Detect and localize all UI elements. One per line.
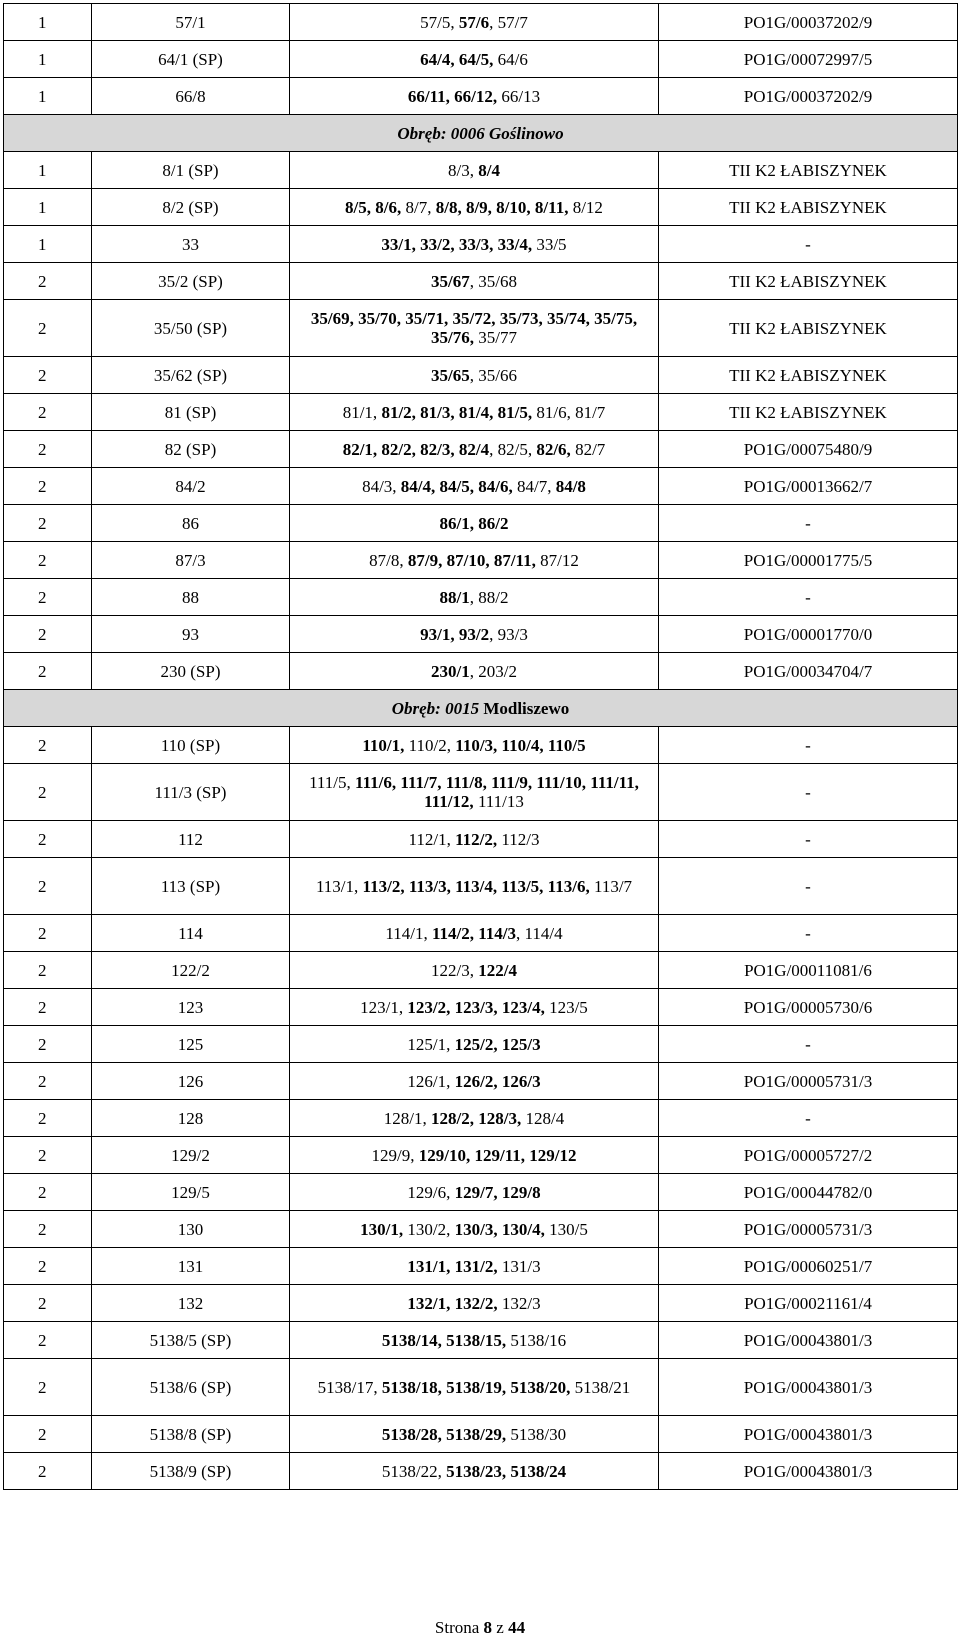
table-row — [4, 1137, 958, 1174]
cell-land-register: - — [659, 1026, 958, 1063]
cell-number: 2 — [4, 1416, 92, 1453]
subparcel-fragment: 110/2, — [404, 735, 456, 755]
subparcel-fragment: 126/2, 126/3 — [454, 1071, 541, 1091]
table-row — [4, 653, 958, 690]
subparcel-fragment: 130/5 — [544, 1219, 588, 1239]
table-row — [4, 1211, 958, 1248]
cell-land-register: TII K2 ŁABISZYNEK — [659, 263, 958, 300]
subparcel-fragment: 111/6, 111/7, 111/8, 111/9, 111/10, 111/11, 111/12, — [355, 773, 639, 811]
cell-number: 2 — [4, 1174, 92, 1211]
subparcel-fragment: 35/67 — [431, 271, 470, 291]
cell-subparcels — [290, 431, 659, 468]
cell-subparcels — [290, 579, 659, 616]
cell-parcel: 123 — [92, 989, 290, 1026]
cell-subparcels — [290, 858, 659, 915]
cell-parcel: 35/50 (SP) — [92, 300, 290, 357]
cell-subparcels — [290, 152, 659, 189]
cell-parcel: 131 — [92, 1248, 290, 1285]
cell-land-register: - — [659, 764, 958, 821]
subparcel-fragment: 112/1, — [408, 829, 456, 849]
cell-subparcels — [290, 394, 659, 431]
cell-subparcels — [290, 1359, 659, 1416]
table-row — [4, 1174, 958, 1211]
section-header-row — [4, 115, 958, 152]
section-prefix: Obręb: 0006 — [397, 123, 485, 143]
footer-separator: z — [496, 1618, 504, 1637]
subparcel-fragment: 35/77 — [474, 328, 517, 347]
cell-number: 2 — [4, 1026, 92, 1063]
table-row — [4, 616, 958, 653]
subparcel-fragment: 112/2, — [455, 829, 498, 849]
subparcel-fragment: 82/6, — [536, 439, 571, 459]
subparcel-fragment: 110/3, 110/4, 110/5 — [455, 735, 586, 755]
cell-parcel: 125 — [92, 1026, 290, 1063]
cell-number: 1 — [4, 226, 92, 263]
subparcel-fragment: 112/3 — [497, 829, 540, 849]
table-row — [4, 41, 958, 78]
cell-land-register: PO1G/00005730/6 — [659, 989, 958, 1026]
cell-number: 2 — [4, 1453, 92, 1490]
cell-parcel: 5138/8 (SP) — [92, 1416, 290, 1453]
cell-parcel: 33 — [92, 226, 290, 263]
cell-number: 2 — [4, 431, 92, 468]
subparcel-fragment: 57/6 — [458, 12, 490, 32]
subparcel-fragment: 230/1 — [431, 661, 470, 681]
cell-parcel: 81 (SP) — [92, 394, 290, 431]
subparcel-fragment: 81/6, 81/7 — [532, 402, 606, 422]
subparcel-fragment: 87/8, — [369, 550, 408, 570]
subparcel-fragment: 81/2, 81/3, 81/4, 81/5, — [381, 402, 533, 422]
subparcel-fragment: 123/5 — [544, 997, 588, 1017]
subparcel-fragment: 128/2, 128/3, — [431, 1108, 522, 1128]
cell-subparcels — [290, 357, 659, 394]
cell-land-register: PO1G/00043801/3 — [659, 1322, 958, 1359]
cell-land-register: PO1G/00043801/3 — [659, 1359, 958, 1416]
subparcel-fragment: 8/8, 8/9, 8/10, 8/11, — [435, 197, 569, 217]
subparcel-fragment: , 35/68 — [469, 271, 517, 291]
subparcel-fragment: , 93/3 — [489, 624, 528, 644]
cell-subparcels — [290, 505, 659, 542]
subparcel-fragment: 131/1, 131/2, — [407, 1256, 498, 1276]
cell-land-register: - — [659, 1100, 958, 1137]
cell-parcel: 129/2 — [92, 1137, 290, 1174]
cell-land-register: PO1G/00005727/2 — [659, 1137, 958, 1174]
subparcel-fragment: 111/5, — [309, 773, 356, 792]
table-row — [4, 1359, 958, 1416]
subparcel-fragment: 84/8 — [555, 476, 586, 496]
subparcel-fragment: 130/2, — [403, 1219, 455, 1239]
cell-parcel: 113 (SP) — [92, 858, 290, 915]
subparcel-fragment: 5138/30 — [506, 1424, 567, 1444]
subparcel-fragment: 93/1, 93/2 — [420, 624, 490, 644]
table-row — [4, 468, 958, 505]
cell-subparcels — [290, 821, 659, 858]
table-row — [4, 727, 958, 764]
cell-parcel: 66/8 — [92, 78, 290, 115]
cell-parcel: 57/1 — [92, 4, 290, 41]
cell-number: 2 — [4, 1285, 92, 1322]
cell-number: 2 — [4, 1137, 92, 1174]
subparcel-fragment: 82/1, 82/2, 82/3, 82/4 — [342, 439, 490, 459]
cell-land-register: PO1G/00037202/9 — [659, 78, 958, 115]
cell-land-register: TII K2 ŁABISZYNEK — [659, 152, 958, 189]
cell-parcel: 35/2 (SP) — [92, 263, 290, 300]
subparcel-fragment: 125/2, 125/3 — [454, 1034, 541, 1054]
subparcel-fragment: 5138/23, 5138/24 — [446, 1461, 567, 1481]
cell-land-register: TII K2 ŁABISZYNEK — [659, 394, 958, 431]
cell-subparcels — [290, 1322, 659, 1359]
cell-subparcels — [290, 989, 659, 1026]
section-prefix: Obręb: 0015 — [391, 698, 480, 718]
page-footer — [0, 1618, 960, 1638]
subparcel-fragment: 88/1 — [439, 587, 470, 607]
table-row — [4, 357, 958, 394]
cell-number: 1 — [4, 78, 92, 115]
cell-land-register: PO1G/00037202/9 — [659, 4, 958, 41]
subparcel-fragment: 128/1, — [383, 1108, 432, 1128]
subparcel-fragment: 87/9, 87/10, 87/11, — [407, 550, 536, 570]
cell-parcel: 110 (SP) — [92, 727, 290, 764]
subparcel-fragment: 113/1, — [315, 876, 363, 896]
cell-number: 2 — [4, 468, 92, 505]
table-row — [4, 263, 958, 300]
cell-number: 2 — [4, 1322, 92, 1359]
parcel-table — [3, 3, 958, 1490]
table-row — [4, 915, 958, 952]
subparcel-fragment: 111/13 — [473, 792, 524, 811]
cell-number: 2 — [4, 858, 92, 915]
cell-parcel: 122/2 — [92, 952, 290, 989]
cell-land-register: PO1G/00043801/3 — [659, 1416, 958, 1453]
subparcel-fragment: 64/6 — [493, 49, 528, 69]
subparcel-fragment: 57/5, — [420, 12, 459, 32]
subparcel-fragment: 81/1, — [342, 402, 382, 422]
cell-number: 2 — [4, 394, 92, 431]
cell-parcel: 87/3 — [92, 542, 290, 579]
subparcel-fragment: 129/7, 129/8 — [454, 1182, 541, 1202]
subparcel-fragment: 125/1, — [407, 1034, 455, 1054]
cell-number: 1 — [4, 41, 92, 78]
cell-parcel: 132 — [92, 1285, 290, 1322]
cell-land-register: - — [659, 226, 958, 263]
cell-parcel: 8/2 (SP) — [92, 189, 290, 226]
cell-number: 2 — [4, 764, 92, 821]
cell-subparcels — [290, 1063, 659, 1100]
subparcel-fragment: 129/10, 129/11, 129/12 — [418, 1145, 577, 1165]
subparcel-fragment: 5138/16 — [506, 1330, 567, 1350]
subparcel-fragment: 66/13 — [497, 86, 541, 106]
subparcel-fragment: 87/12 — [535, 550, 579, 570]
subparcel-fragment: 5138/21 — [570, 1377, 631, 1397]
cell-parcel: 130 — [92, 1211, 290, 1248]
subparcel-fragment: 66/11, 66/12, — [407, 86, 498, 106]
cell-subparcels — [290, 1137, 659, 1174]
cell-parcel: 114 — [92, 915, 290, 952]
cell-parcel: 35/62 (SP) — [92, 357, 290, 394]
cell-land-register: PO1G/00060251/7 — [659, 1248, 958, 1285]
cell-parcel: 5138/5 (SP) — [92, 1322, 290, 1359]
subparcel-fragment: 122/3, — [431, 960, 479, 980]
table-row — [4, 226, 958, 263]
subparcel-fragment: 64/4, 64/5, — [420, 49, 494, 69]
subparcel-fragment: 33/5 — [532, 234, 567, 254]
subparcel-fragment: 114/2, 114/3 — [431, 923, 517, 943]
subparcel-fragment: 132/1, 132/2, — [407, 1293, 498, 1313]
subparcel-fragment: 5138/18, 5138/19, 5138/20, — [381, 1377, 571, 1397]
subparcel-fragment: 131/3 — [497, 1256, 541, 1276]
cell-number: 2 — [4, 1063, 92, 1100]
table-row — [4, 1248, 958, 1285]
table-row — [4, 78, 958, 115]
cell-parcel: 5138/6 (SP) — [92, 1359, 290, 1416]
footer-label: Strona — [434, 1618, 480, 1637]
cell-parcel: 88 — [92, 579, 290, 616]
subparcel-fragment: 5138/22, — [381, 1461, 447, 1481]
cell-parcel: 128 — [92, 1100, 290, 1137]
subparcel-fragment: 33/1, 33/2, 33/3, 33/4, — [381, 234, 533, 254]
table-row — [4, 1100, 958, 1137]
cell-land-register: TII K2 ŁABISZYNEK — [659, 357, 958, 394]
subparcel-fragment: , 114/4 — [516, 923, 563, 943]
cell-subparcels — [290, 1026, 659, 1063]
cell-land-register: TII K2 ŁABISZYNEK — [659, 300, 958, 357]
cell-land-register: PO1G/00001775/5 — [659, 542, 958, 579]
subparcel-fragment: 110/1, — [362, 735, 405, 755]
section-name: Modliszewo — [483, 698, 570, 718]
table-row — [4, 1322, 958, 1359]
table-row — [4, 1063, 958, 1100]
cell-number: 2 — [4, 1100, 92, 1137]
table-row — [4, 1416, 958, 1453]
cell-land-register: PO1G/00034704/7 — [659, 653, 958, 690]
section-header — [4, 115, 958, 152]
subparcel-fragment: , 203/2 — [469, 661, 517, 681]
cell-subparcels — [290, 1453, 659, 1490]
cell-number: 2 — [4, 616, 92, 653]
cell-subparcels — [290, 952, 659, 989]
subparcel-fragment: 123/1, — [360, 997, 408, 1017]
cell-land-register: PO1G/00021161/4 — [659, 1285, 958, 1322]
cell-land-register: - — [659, 505, 958, 542]
table-row — [4, 300, 958, 357]
cell-parcel: 5138/9 (SP) — [92, 1453, 290, 1490]
subparcel-fragment: 113/2, 113/3, 113/4, 113/5, 113/6, — [362, 876, 590, 896]
cell-subparcels — [290, 41, 659, 78]
cell-land-register: - — [659, 579, 958, 616]
footer-page-total: 44 — [508, 1618, 526, 1637]
cell-number: 2 — [4, 952, 92, 989]
subparcel-fragment: 35/69, 35/70, 35/71, 35/72, 35/73, 35/74, 35/75, 35/76, — [310, 309, 638, 347]
cell-number: 1 — [4, 152, 92, 189]
subparcel-fragment: , 82/5, — [489, 439, 537, 459]
cell-subparcels — [290, 727, 659, 764]
cell-number: 2 — [4, 653, 92, 690]
cell-number: 2 — [4, 1211, 92, 1248]
cell-number: 2 — [4, 727, 92, 764]
cell-subparcels — [290, 915, 659, 952]
subparcel-fragment: 5138/14, 5138/15, — [381, 1330, 507, 1350]
cell-parcel: 126 — [92, 1063, 290, 1100]
cell-parcel: 82 (SP) — [92, 431, 290, 468]
cell-number: 2 — [4, 989, 92, 1026]
cell-subparcels — [290, 300, 659, 357]
subparcel-fragment: 114/1, — [385, 923, 432, 943]
cell-land-register: TII K2 ŁABISZYNEK — [659, 189, 958, 226]
cell-land-register: - — [659, 821, 958, 858]
cell-parcel: 93 — [92, 616, 290, 653]
subparcel-fragment: 8/7, — [401, 197, 436, 217]
subparcel-fragment: 82/7 — [570, 439, 606, 459]
table-row — [4, 1285, 958, 1322]
cell-land-register: - — [659, 858, 958, 915]
table-row — [4, 394, 958, 431]
table-row — [4, 858, 958, 915]
cell-land-register: PO1G/00005731/3 — [659, 1211, 958, 1248]
cell-number: 2 — [4, 1248, 92, 1285]
cell-parcel: 129/5 — [92, 1174, 290, 1211]
cell-subparcels — [290, 468, 659, 505]
subparcel-fragment: 8/4 — [478, 160, 500, 180]
cell-number: 2 — [4, 579, 92, 616]
cell-subparcels — [290, 1285, 659, 1322]
cell-subparcels — [290, 1174, 659, 1211]
cell-subparcels — [290, 616, 659, 653]
subparcel-fragment: , 57/7 — [489, 12, 528, 32]
cell-land-register: PO1G/00044782/0 — [659, 1174, 958, 1211]
section-name: Goślinowo — [488, 123, 564, 143]
table-row — [4, 579, 958, 616]
cell-parcel: 86 — [92, 505, 290, 542]
table-row — [4, 542, 958, 579]
cell-subparcels — [290, 263, 659, 300]
cell-land-register: PO1G/00013662/7 — [659, 468, 958, 505]
subparcel-fragment: 123/2, 123/3, 123/4, — [407, 997, 545, 1017]
cell-parcel: 64/1 (SP) — [92, 41, 290, 78]
table-row — [4, 952, 958, 989]
cell-number: 2 — [4, 263, 92, 300]
cell-land-register: - — [659, 727, 958, 764]
section-header — [4, 690, 958, 727]
subparcel-fragment: 8/12 — [568, 197, 603, 217]
cell-land-register: PO1G/00043801/3 — [659, 1453, 958, 1490]
subparcel-fragment: 129/9, — [371, 1145, 419, 1165]
table-row — [4, 152, 958, 189]
cell-subparcels — [290, 226, 659, 263]
table-row — [4, 1453, 958, 1490]
cell-subparcels — [290, 542, 659, 579]
section-header-row — [4, 690, 958, 727]
cell-parcel: 230 (SP) — [92, 653, 290, 690]
cell-number: 2 — [4, 542, 92, 579]
cell-number: 2 — [4, 821, 92, 858]
cell-subparcels — [290, 764, 659, 821]
table-row — [4, 431, 958, 468]
cell-land-register: PO1G/00005731/3 — [659, 1063, 958, 1100]
table-row — [4, 764, 958, 821]
cell-number: 2 — [4, 915, 92, 952]
subparcel-fragment: 126/1, — [407, 1071, 455, 1091]
table-row — [4, 1026, 958, 1063]
cell-land-register: PO1G/00011081/6 — [659, 952, 958, 989]
table-row — [4, 189, 958, 226]
subparcel-fragment: 128/4 — [521, 1108, 565, 1128]
subparcel-fragment: 129/6, — [407, 1182, 455, 1202]
cell-land-register: PO1G/00001770/0 — [659, 616, 958, 653]
cell-number: 2 — [4, 357, 92, 394]
cell-subparcels — [290, 653, 659, 690]
cell-subparcels — [290, 1100, 659, 1137]
cell-number: 2 — [4, 505, 92, 542]
subparcel-fragment: 130/1, — [360, 1219, 404, 1239]
cell-subparcels — [290, 1211, 659, 1248]
cell-parcel: 111/3 (SP) — [92, 764, 290, 821]
subparcel-fragment: 84/3, — [362, 476, 401, 496]
cell-land-register: - — [659, 915, 958, 952]
table-row — [4, 989, 958, 1026]
subparcel-fragment: 84/7, — [512, 476, 556, 496]
footer-page-number: 8 — [483, 1618, 493, 1637]
table-row — [4, 4, 958, 41]
cell-number: 1 — [4, 4, 92, 41]
cell-subparcels — [290, 4, 659, 41]
subparcel-fragment: , 35/66 — [469, 365, 517, 385]
cell-land-register: PO1G/00072997/5 — [659, 41, 958, 78]
subparcel-fragment: 84/4, 84/5, 84/6, — [400, 476, 513, 496]
cell-subparcels — [290, 189, 659, 226]
subparcel-fragment: 130/3, 130/4, — [454, 1219, 545, 1239]
cell-parcel: 8/1 (SP) — [92, 152, 290, 189]
cell-number: 1 — [4, 189, 92, 226]
table-row — [4, 505, 958, 542]
cell-subparcels — [290, 1248, 659, 1285]
subparcel-fragment: 86/1, 86/2 — [439, 513, 509, 533]
subparcel-fragment: 132/3 — [497, 1293, 541, 1313]
subparcel-fragment: 8/3, — [448, 160, 479, 180]
subparcel-fragment: 5138/28, 5138/29, — [381, 1424, 507, 1444]
subparcel-fragment: , 88/2 — [469, 587, 509, 607]
cell-parcel: 112 — [92, 821, 290, 858]
cell-number: 2 — [4, 1359, 92, 1416]
cell-subparcels — [290, 1416, 659, 1453]
subparcel-fragment: 5138/17, — [317, 1377, 382, 1397]
cell-number: 2 — [4, 300, 92, 357]
cell-subparcels — [290, 78, 659, 115]
cell-parcel: 84/2 — [92, 468, 290, 505]
subparcel-fragment: 122/4 — [478, 960, 517, 980]
subparcel-fragment: 8/5, 8/6, — [345, 197, 402, 217]
table-row — [4, 821, 958, 858]
subparcel-fragment: 113/7 — [589, 876, 633, 896]
cell-land-register: PO1G/00075480/9 — [659, 431, 958, 468]
subparcel-fragment: 35/65 — [431, 365, 470, 385]
